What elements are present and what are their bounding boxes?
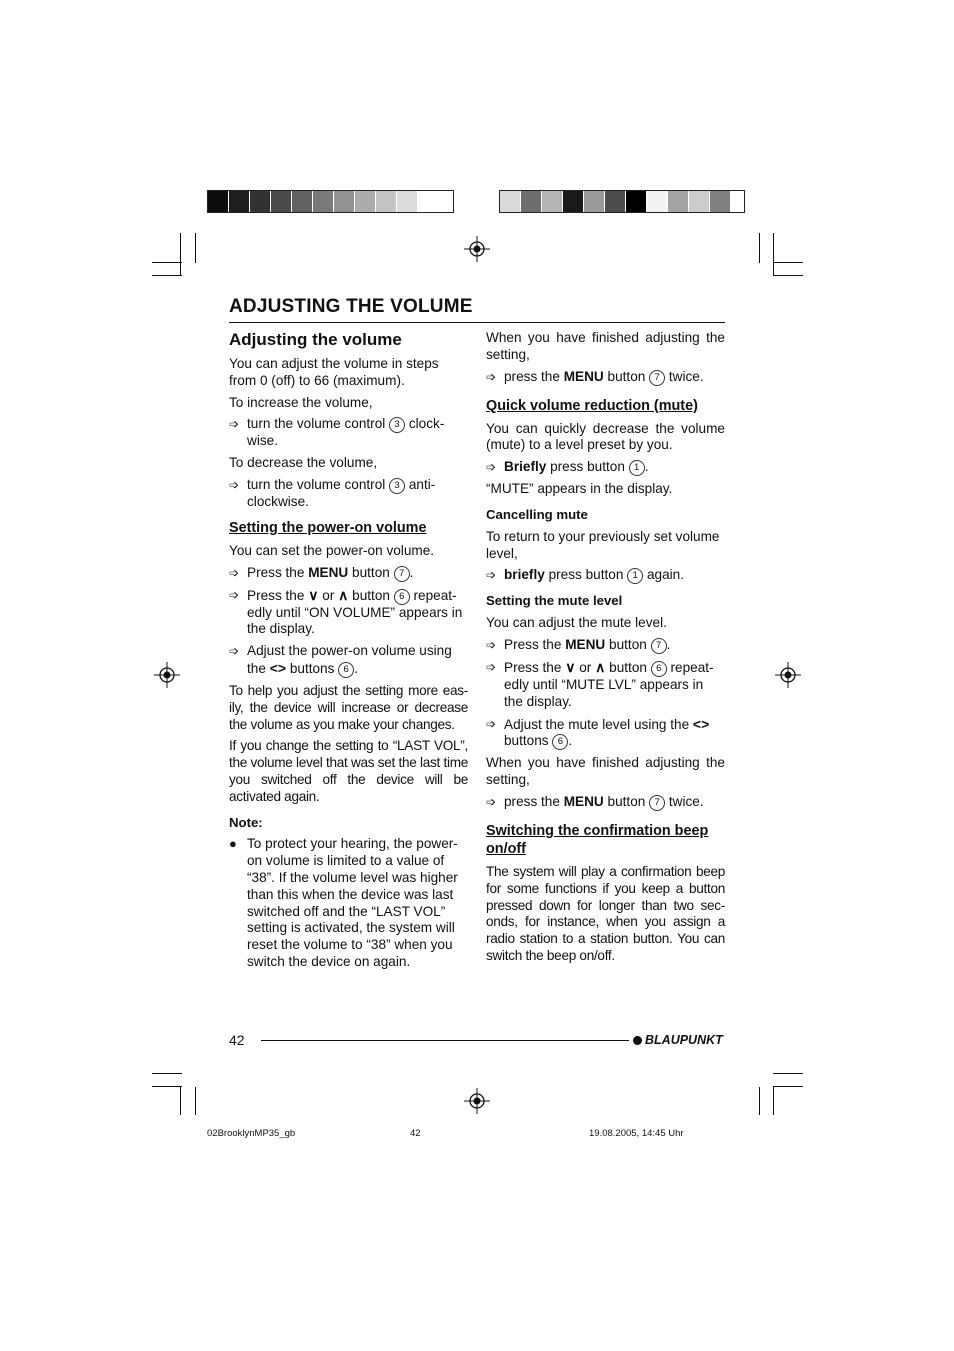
- slug-file: 02BrooklynMP35_gb: [207, 1128, 296, 1139]
- crop-mark: [773, 1087, 774, 1115]
- left-column: [229, 330, 468, 971]
- button-number: 1: [629, 460, 645, 476]
- paragraph: To help you adjust the setting more eas-ily, the device will increase or decrease the volume as you make your changes.: [229, 682, 468, 732]
- arrow-icon: ➩: [229, 565, 240, 580]
- color-swatch: [313, 191, 334, 212]
- up-arrow-icon: ∧: [338, 586, 349, 603]
- paragraph: You can quickly decrease the volume (mute) to a level preset by you.: [486, 420, 725, 453]
- button-number: 6: [394, 589, 410, 605]
- paragraph: The system will play a confirmation beep for some functions if you keep a button pressed down for longer than two sec-onds, for instance, when you assign a radio station to a station button. You can switch the beep on/off.: [486, 863, 725, 963]
- paragraph: “MUTE” appears in the display.: [486, 481, 673, 497]
- color-strip-left: [207, 190, 454, 213]
- color-swatch: [397, 191, 418, 212]
- left-right-arrows-icon: <>: [692, 715, 710, 732]
- left-right-arrows-icon: <>: [269, 659, 287, 676]
- button-number: 7: [649, 370, 665, 386]
- instruction-step: ➩ Press the ∨ or ∧ button 6 repeat-edly until “ON VOLUME” appears in the display.: [229, 586, 463, 637]
- slug-date: 19.08.2005, 14:45 Uhr: [589, 1128, 684, 1139]
- crop-mark: [195, 233, 196, 263]
- button-number: 1: [627, 568, 643, 584]
- arrow-icon: ➩: [486, 460, 497, 475]
- footer-rule: [261, 1040, 629, 1041]
- button-number: 7: [649, 795, 665, 811]
- instruction-step: ➩ Press the ∨ or ∧ button 6 repeat-edly until “MUTE LVL” appears in the display.: [486, 658, 714, 709]
- color-swatch: [229, 191, 250, 212]
- arrow-icon: ➩: [486, 659, 497, 674]
- crop-mark: [152, 275, 182, 276]
- arrow-icon: ➩: [229, 417, 240, 432]
- registration-mark-icon: [775, 662, 801, 688]
- title-rule: [229, 322, 725, 323]
- crop-mark: [180, 233, 181, 275]
- button-number: 7: [651, 638, 667, 654]
- color-swatch: [376, 191, 397, 212]
- instruction-step: ➩ briefly press button 1 again.: [486, 567, 684, 583]
- page-title: ADJUSTING THE VOLUME: [229, 296, 473, 317]
- crop-mark: [195, 1087, 196, 1115]
- color-swatch: [584, 191, 605, 212]
- down-arrow-icon: ∨: [565, 658, 576, 675]
- arrow-icon: ➩: [229, 644, 240, 659]
- color-swatch: [292, 191, 313, 212]
- up-arrow-icon: ∧: [595, 658, 606, 675]
- section-heading: Adjusting the volume: [229, 330, 402, 349]
- subheading: Quick volume reduction (mute): [486, 397, 698, 414]
- instruction-step: ➩ Press the MENU button 7 .: [229, 564, 414, 580]
- color-swatch: [542, 191, 563, 212]
- paragraph: You can set the power-on volume.: [229, 542, 435, 558]
- note-label: Note:: [229, 814, 263, 830]
- down-arrow-icon: ∨: [308, 586, 319, 603]
- color-swatch: [334, 191, 355, 212]
- arrow-icon: ➩: [486, 794, 497, 809]
- logo-dot-icon: [633, 1036, 642, 1045]
- color-swatch: [500, 191, 521, 212]
- crop-mark: [773, 262, 803, 263]
- instruction-step: ➩ press the MENU button 7 twice.: [486, 368, 704, 384]
- registration-mark-icon: [154, 662, 180, 688]
- color-swatch: [418, 191, 439, 212]
- instruction-step: ➩ turn the volume control 3 clock-wise.: [229, 416, 445, 449]
- page-number: 42: [229, 1032, 245, 1048]
- button-number: 6: [552, 734, 568, 750]
- color-swatch: [563, 191, 584, 212]
- paragraph: To return to your previously set volume level,: [486, 528, 720, 561]
- button-number: 6: [651, 661, 667, 677]
- button-number: 6: [338, 662, 354, 678]
- crop-mark: [152, 262, 182, 263]
- crop-mark: [773, 1086, 803, 1087]
- crop-mark: [152, 1073, 182, 1074]
- arrow-icon: ➩: [229, 587, 240, 602]
- crop-mark: [759, 1087, 760, 1115]
- color-swatch: [605, 191, 626, 212]
- paragraph: If you change the setting to “LAST VOL”, the volume level that was set the last time you switched off the device will be activated again.: [229, 738, 468, 804]
- color-swatch: [710, 191, 731, 212]
- arrow-icon: ➩: [486, 369, 497, 384]
- crop-mark: [152, 1086, 182, 1087]
- paragraph: You can adjust the mute level.: [486, 615, 667, 631]
- subheading: Switching the confirmation beep on/off: [486, 822, 709, 857]
- paragraph: To increase the volume,: [229, 394, 373, 410]
- button-number: 3: [389, 417, 405, 433]
- registration-mark-icon: [464, 236, 490, 262]
- instruction-step: ➩ Adjust the power-on volume using the <> buttons 6 .: [229, 643, 452, 676]
- arrow-icon: ➩: [486, 716, 497, 731]
- right-column: [486, 330, 725, 970]
- color-swatch: [250, 191, 271, 212]
- instruction-step: ➩ Adjust the mute level using the <> buttons 6 .: [486, 715, 710, 749]
- note-item: ● To protect your hearing, the power-on volume is limited to a value of “38”. If the volume level was higher than this when the device was last switched off and the “LAST VOL” setting is activated, the system will reset the volume to “38” when you switch the device on again.: [229, 836, 458, 969]
- instruction-step: ➩ Briefly press button 1 .: [486, 459, 649, 475]
- arrow-icon: ➩: [486, 568, 497, 583]
- subheading: Setting the power-on volume: [229, 519, 427, 536]
- arrow-icon: ➩: [229, 477, 240, 492]
- brand-logo: BLAUPUNKT: [633, 1033, 723, 1047]
- color-swatch: [208, 191, 229, 212]
- paragraph: You can adjust the volume in steps from 0 (off) to 66 (maximum).: [229, 356, 439, 388]
- instruction-step: ➩ Press the MENU button 7 .: [486, 636, 671, 652]
- subheading: Cancelling mute: [486, 506, 588, 522]
- arrow-icon: ➩: [486, 637, 497, 652]
- crop-mark: [180, 1087, 181, 1115]
- subheading: Setting the mute level: [486, 593, 623, 609]
- paragraph: To decrease the volume,: [229, 455, 378, 471]
- crop-mark: [773, 1073, 803, 1074]
- paragraph: When you have finished adjusting the setting,: [486, 755, 725, 788]
- color-swatch: [355, 191, 376, 212]
- crop-mark: [773, 275, 803, 276]
- button-number: 3: [389, 478, 405, 494]
- crop-mark: [759, 233, 760, 263]
- bullet-icon: ●: [229, 836, 237, 852]
- instruction-step: ➩ press the MENU button 7 twice.: [486, 793, 704, 809]
- crop-mark: [773, 233, 774, 275]
- paragraph: When you have finished adjusting the setting,: [486, 330, 725, 362]
- color-swatch: [668, 191, 689, 212]
- instruction-step: ➩ turn the volume control 3 anti-clockwise.: [229, 476, 436, 509]
- color-swatch: [626, 191, 647, 212]
- button-number: 7: [394, 566, 410, 582]
- color-strip-right: [499, 190, 745, 213]
- color-swatch: [647, 191, 668, 212]
- color-swatch: [689, 191, 710, 212]
- color-swatch: [521, 191, 542, 212]
- slug-page: 42: [410, 1128, 421, 1139]
- color-swatch: [271, 191, 292, 212]
- registration-mark-icon: [464, 1088, 490, 1114]
